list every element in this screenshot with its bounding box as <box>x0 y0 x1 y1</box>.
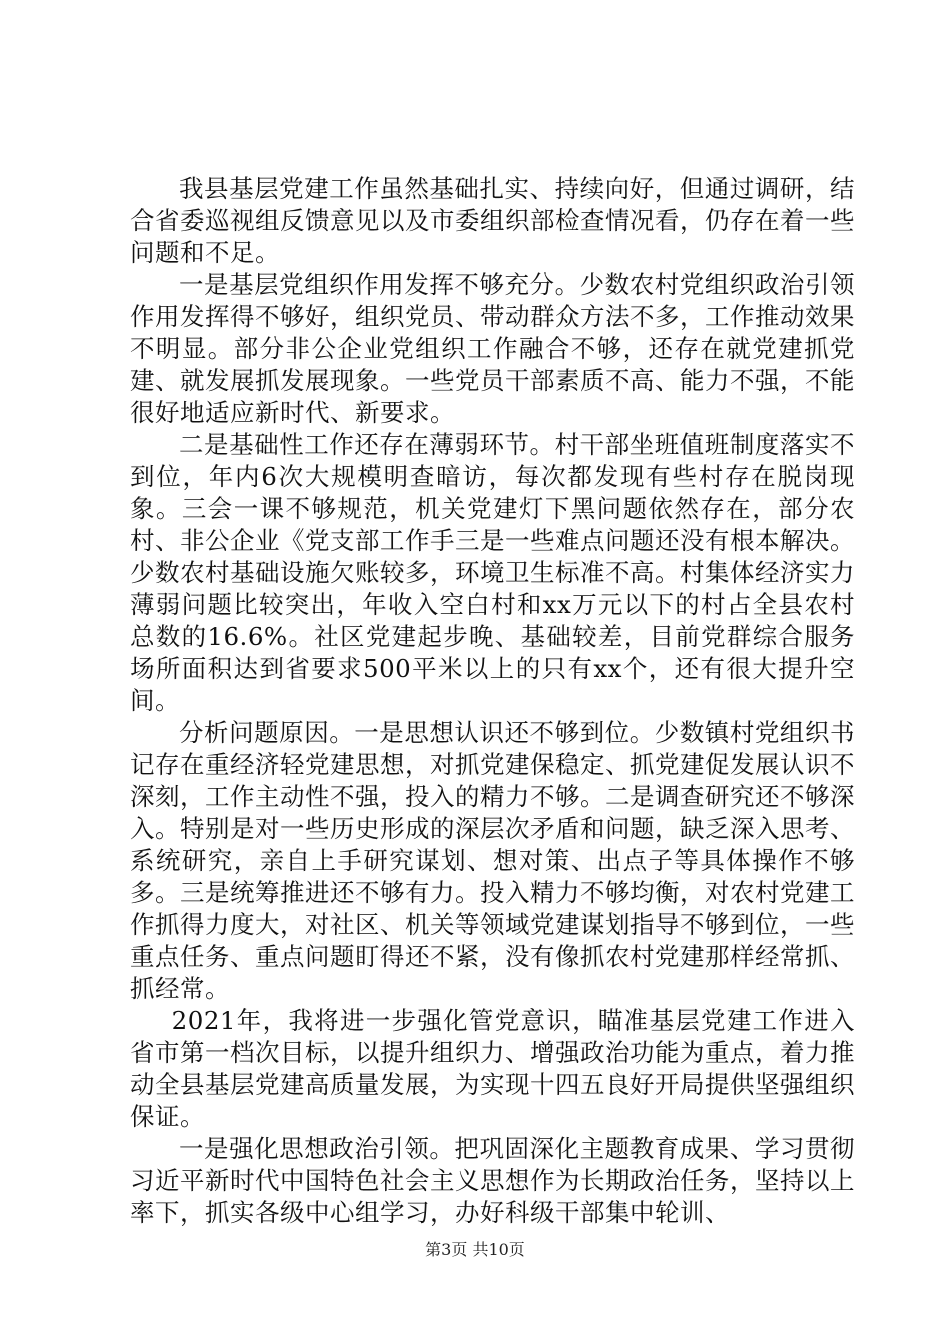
paragraph-problem-two: 二是基础性工作还存在薄弱环节。村干部坐班值班制度落实不到位，年内6次大规模明查暗访，每次都发现有些村存在脱岗现象。三会一课不够规范，机关党建灯下黑问题依然存在，部分农村、非公企业《党支部工作手三是一些难点问题还没有根本解决。少数农村基础设施欠账较多，环境卫生标准不高。村集体经济实力薄弱问题比较突出，年收入空白村和xx万元以下的村占全县农村总数的16.6%。社区党建起步晚、基础较差，目前党群综合服务场所面积达到省要求500平米以上的只有xx个，还有很大提升空间。 <box>130 430 855 715</box>
paragraph-problem-one: 一是基层党组织作用发挥不够充分。少数农村党组织政治引领作用发挥得不够好，组织党员、带动群众方法不多，工作推动效果不明显。部分非公企业党组织工作融合不够，还存在就党建抓党建、就发展抓发展现象。一些党员干部素质不高、能力不强，不能很好地适应新时代、新要求。 <box>130 270 855 427</box>
paragraph-measure-one: 一是强化思想政治引领。把巩固深化主题教育成果、学习贯彻习近平新时代中国特色社会主义思想作为长期政治任务，坚持以上率下，抓实各级中心组学习，办好科级干部集中轮训、 <box>130 1134 855 1227</box>
paragraph-plan-2021: 2021年，我将进一步强化管党意识，瞄准基层党建工作进入省市第一档次目标，以提升组织力、增强政治功能为重点，着力推动全县基层党建高质量发展，为实现十四五良好开局提供坚强组织保证。 <box>130 1006 855 1131</box>
document-body <box>130 173 855 1229</box>
paragraph-intro: 我县基层党建工作虽然基础扎实、持续向好，但通过调研，结合省委巡视组反馈意见以及市委组织部检查情况看，仍存在着一些问题和不足。 <box>130 174 855 267</box>
page-footer: 第3页 共10页 <box>425 1240 525 1259</box>
paragraph-cause-analysis: 分析问题原因。一是思想认识还不够到位。少数镇村党组织书记存在重经济轻党建思想，对抓党建保稳定、抓党建促发展认识不深刻，工作主动性不强，投入的精力不够。二是调查研究还不够深入。特别是对一些历史形成的深层次矛盾和问题，缺乏深入思考、系统研究，亲自上手研究谋划、想对策、出点子等具体操作不够多。三是统筹推进还不够有力。投入精力不够均衡，对农村党建工作抓得力度大，对社区、机关等领域党建谋划指导不够到位，一些重点任务、重点问题盯得还不紧，没有像抓农村党建那样经常抓、抓经常。 <box>130 718 855 1003</box>
